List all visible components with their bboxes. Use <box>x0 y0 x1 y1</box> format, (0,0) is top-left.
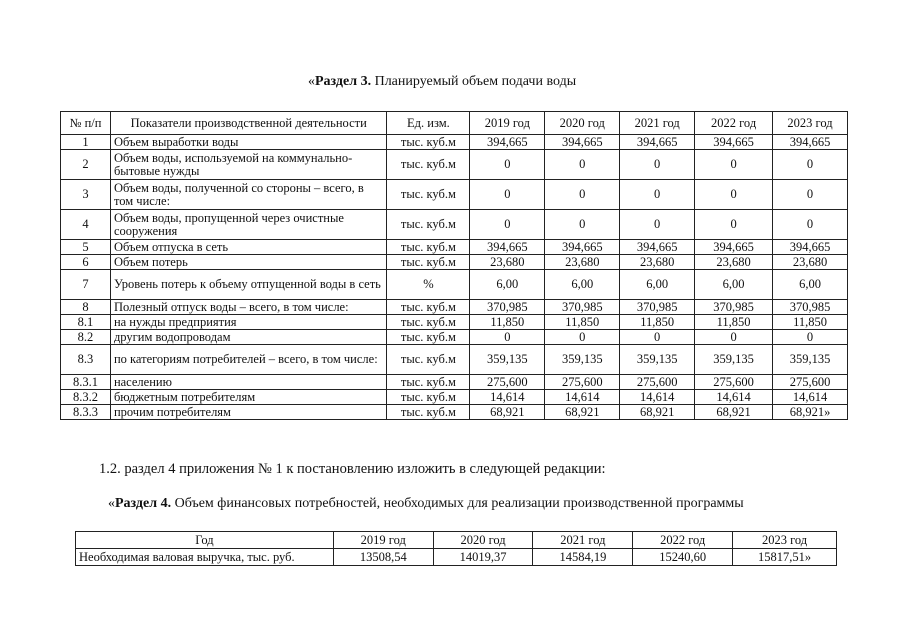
table-cell: 0 <box>470 210 545 240</box>
table-cell: 23,680 <box>470 255 545 270</box>
table-cell: Уровень потерь к объему отпущенной воды в сеть <box>110 270 387 300</box>
table-cell: 5 <box>61 240 111 255</box>
table-cell: 68,921 <box>695 405 773 420</box>
column-header: 2023 год <box>733 532 837 549</box>
table-cell: 8.1 <box>61 315 111 330</box>
table-cell: тыс. куб.м <box>387 405 470 420</box>
table-cell: 8 <box>61 300 111 315</box>
table-cell: 0 <box>470 180 545 210</box>
table-row <box>61 405 848 420</box>
table-cell: тыс. куб.м <box>387 345 470 375</box>
table-cell: тыс. куб.м <box>387 375 470 390</box>
table-cell: 14,614 <box>620 390 695 405</box>
table-cell: 8.3.2 <box>61 390 111 405</box>
table-cell: 68,921 <box>620 405 695 420</box>
table-cell: Объем отпуска в сеть <box>110 240 387 255</box>
table-cell: 68,921» <box>773 405 848 420</box>
table-cell: 359,135 <box>695 345 773 375</box>
table-cell: 394,665 <box>470 135 545 150</box>
table-cell: 275,600 <box>773 375 848 390</box>
table-cell: 1 <box>61 135 111 150</box>
table-row <box>61 330 848 345</box>
table-cell: 15817,51» <box>733 549 837 566</box>
table-cell: 8.3.3 <box>61 405 111 420</box>
table-cell: бюджетным потребителям <box>110 390 387 405</box>
table-cell: 6,00 <box>695 270 773 300</box>
table-cell: 6,00 <box>620 270 695 300</box>
table-cell: Объем потерь <box>110 255 387 270</box>
table-row <box>61 255 848 270</box>
table-cell: 14584,19 <box>533 549 633 566</box>
table-cell: 394,665 <box>695 240 773 255</box>
table-cell: 13508,54 <box>333 549 433 566</box>
column-header: Ед. изм. <box>387 112 470 135</box>
table-cell: тыс. куб.м <box>387 240 470 255</box>
table-cell: 0 <box>695 330 773 345</box>
column-header: Показатели производственной деятельности <box>110 112 387 135</box>
table-cell: 370,985 <box>695 300 773 315</box>
table-cell: Объем воды, полученной со стороны – всего, в том числе: <box>110 180 387 210</box>
table-cell: 359,135 <box>773 345 848 375</box>
table-cell: тыс. куб.м <box>387 210 470 240</box>
table-cell: 0 <box>470 150 545 180</box>
table-cell: тыс. куб.м <box>387 135 470 150</box>
table-cell: тыс. куб.м <box>387 300 470 315</box>
table-cell: 11,850 <box>620 315 695 330</box>
table-cell: 275,600 <box>620 375 695 390</box>
column-header: 2020 год <box>545 112 620 135</box>
financial-needs-table <box>75 531 837 566</box>
table-cell: 14,614 <box>773 390 848 405</box>
section-3-title: Планируемый объем подачи воды <box>371 74 577 89</box>
table-cell: 23,680 <box>695 255 773 270</box>
table-cell: 0 <box>620 210 695 240</box>
table-row <box>61 270 848 300</box>
table-cell: 14019,37 <box>433 549 533 566</box>
amendment-paragraph: 1.2. раздел 4 приложения № 1 к постановлению изложить в следующей редакции: <box>99 461 606 477</box>
table-cell: 0 <box>695 210 773 240</box>
table-cell: Объем воды, используемой на коммунально-бытовые нужды <box>110 150 387 180</box>
table-cell: 11,850 <box>470 315 545 330</box>
table-cell: 0 <box>620 330 695 345</box>
table-cell: 6,00 <box>773 270 848 300</box>
column-header: 2022 год <box>695 112 773 135</box>
table-row <box>61 150 848 180</box>
table-cell: Необходимая валовая выручка, тыс. руб. <box>76 549 334 566</box>
table-cell: 394,665 <box>773 135 848 150</box>
table-cell: % <box>387 270 470 300</box>
section-4-title: Объем финансовых потребностей, необходимых для реализации производственной программы <box>171 496 744 511</box>
section-3-label: Раздел 3. <box>315 74 372 89</box>
table-row <box>61 180 848 210</box>
table-cell: 23,680 <box>773 255 848 270</box>
table-cell: 370,985 <box>620 300 695 315</box>
table-cell: 11,850 <box>773 315 848 330</box>
table-cell: 0 <box>695 150 773 180</box>
table-cell: 370,985 <box>470 300 545 315</box>
table-cell: 11,850 <box>695 315 773 330</box>
table-cell: 6,00 <box>470 270 545 300</box>
table-cell: 8.3.1 <box>61 375 111 390</box>
table-row <box>61 300 848 315</box>
column-header: № п/п <box>61 112 111 135</box>
table-cell: тыс. куб.м <box>387 255 470 270</box>
table-cell: 0 <box>773 210 848 240</box>
table-cell: 394,665 <box>470 240 545 255</box>
table-cell: 7 <box>61 270 111 300</box>
table-row <box>61 375 848 390</box>
table-cell: тыс. куб.м <box>387 180 470 210</box>
table-cell: 8.3 <box>61 345 111 375</box>
table-cell: 0 <box>545 330 620 345</box>
table-cell: 4 <box>61 210 111 240</box>
column-header: 2021 год <box>620 112 695 135</box>
column-header: 2021 год <box>533 532 633 549</box>
table-cell: 14,614 <box>470 390 545 405</box>
table-cell: 370,985 <box>545 300 620 315</box>
table-cell: по категориям потребителей – всего, в том числе: <box>110 345 387 375</box>
table-cell: 394,665 <box>620 135 695 150</box>
table-cell: 8.2 <box>61 330 111 345</box>
column-header: 2023 год <box>773 112 848 135</box>
table-cell: 0 <box>545 180 620 210</box>
column-header: 2019 год <box>470 112 545 135</box>
table-cell: прочим потребителям <box>110 405 387 420</box>
table-cell: 23,680 <box>620 255 695 270</box>
table-cell: 0 <box>620 150 695 180</box>
column-header: 2019 год <box>333 532 433 549</box>
table-cell: 394,665 <box>545 240 620 255</box>
table-cell: 359,135 <box>620 345 695 375</box>
table-cell: другим водопроводам <box>110 330 387 345</box>
table-cell: 14,614 <box>695 390 773 405</box>
table-row <box>61 210 848 240</box>
table-cell: 0 <box>620 180 695 210</box>
table-cell: 0 <box>773 150 848 180</box>
table-cell: 275,600 <box>545 375 620 390</box>
column-header: 2022 год <box>633 532 733 549</box>
table-row <box>61 240 848 255</box>
table-cell: 0 <box>773 180 848 210</box>
table-cell: тыс. куб.м <box>387 150 470 180</box>
table-cell: 0 <box>545 210 620 240</box>
table-header-row <box>76 532 837 549</box>
table-cell: 23,680 <box>545 255 620 270</box>
table-cell: 68,921 <box>470 405 545 420</box>
section-4-label: Раздел 4. <box>115 496 172 511</box>
table-cell: 6 <box>61 255 111 270</box>
table-cell: тыс. куб.м <box>387 330 470 345</box>
table-cell: Объем выработки воды <box>110 135 387 150</box>
column-header: Год <box>76 532 334 549</box>
table-cell: 3 <box>61 180 111 210</box>
table-cell: 394,665 <box>545 135 620 150</box>
table-cell: 14,614 <box>545 390 620 405</box>
table-row <box>61 135 848 150</box>
table-cell: 11,850 <box>545 315 620 330</box>
table-cell: тыс. куб.м <box>387 315 470 330</box>
table-cell: 15240,60 <box>633 549 733 566</box>
table-header-row <box>61 112 848 135</box>
table-cell: 394,665 <box>773 240 848 255</box>
table-cell: 6,00 <box>545 270 620 300</box>
section-3-heading: «Раздел 3. Планируемый объем подачи воды <box>308 74 577 89</box>
table-cell: 68,921 <box>545 405 620 420</box>
table-row <box>76 549 837 566</box>
table-cell: Полезный отпуск воды – всего, в том числе: <box>110 300 387 315</box>
section-4-heading: «Раздел 4. Объем финансовых потребностей, необходимых для реализации производственной программы <box>108 496 744 511</box>
table-row <box>61 315 848 330</box>
table-cell: 0 <box>545 150 620 180</box>
table-cell: 2 <box>61 150 111 180</box>
table-row <box>61 390 848 405</box>
table-cell: 394,665 <box>620 240 695 255</box>
table-cell: Объем воды, пропущенной через очистные сооружения <box>110 210 387 240</box>
water-supply-table <box>60 111 848 420</box>
table-cell: на нужды предприятия <box>110 315 387 330</box>
table-cell: 394,665 <box>695 135 773 150</box>
table-cell: 0 <box>773 330 848 345</box>
table-cell: 370,985 <box>773 300 848 315</box>
table-cell: 0 <box>695 180 773 210</box>
table-cell: тыс. куб.м <box>387 390 470 405</box>
table-cell: 359,135 <box>470 345 545 375</box>
table-cell: населению <box>110 375 387 390</box>
column-header: 2020 год <box>433 532 533 549</box>
table-cell: 0 <box>470 330 545 345</box>
table-row <box>61 345 848 375</box>
table-cell: 359,135 <box>545 345 620 375</box>
table-cell: 275,600 <box>470 375 545 390</box>
table-cell: 275,600 <box>695 375 773 390</box>
